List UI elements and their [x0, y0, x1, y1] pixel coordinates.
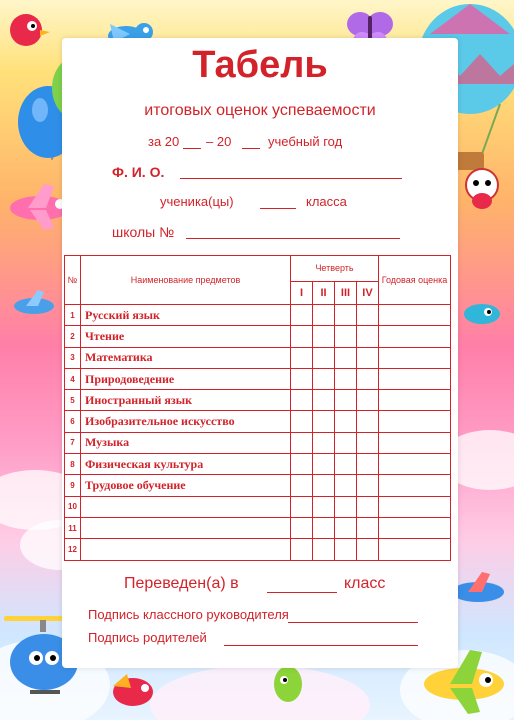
- class-label: класса: [306, 194, 347, 209]
- header-annual: Годовая оценка: [379, 256, 451, 305]
- subject-cell: Математика: [81, 347, 291, 368]
- row-number: 8: [65, 454, 81, 475]
- grade-cell-quarter-3[interactable]: [335, 326, 357, 347]
- year-end-line: [242, 148, 260, 149]
- grade-cell-quarter-4[interactable]: [357, 411, 379, 432]
- grade-cell-annual[interactable]: [379, 347, 451, 368]
- grade-cell-quarter-1[interactable]: [291, 411, 313, 432]
- subject-cell: Трудовое обучение: [81, 475, 291, 496]
- table-row: [65, 539, 451, 560]
- grade-cell-quarter-3[interactable]: [335, 496, 357, 517]
- page-title: Табель: [192, 44, 328, 86]
- grade-cell-quarter-3[interactable]: [335, 411, 357, 432]
- table-row: [65, 390, 451, 411]
- grade-cell-quarter-3[interactable]: [335, 539, 357, 560]
- grade-cell-annual[interactable]: [379, 517, 451, 538]
- promoted-suffix: класс: [344, 575, 386, 592]
- grade-cell-quarter-4[interactable]: [357, 347, 379, 368]
- grade-cell-annual[interactable]: [379, 454, 451, 475]
- row-number: 4: [65, 368, 81, 389]
- subject-cell: Русский язык: [81, 305, 291, 326]
- row-number: 2: [65, 326, 81, 347]
- subject-cell: Изобразительное искусство: [81, 411, 291, 432]
- header-quarter-4: IV: [357, 281, 379, 304]
- fio-label: Ф. И. О.: [112, 164, 165, 180]
- grade-cell-annual[interactable]: [379, 539, 451, 560]
- grade-cell-quarter-3[interactable]: [335, 347, 357, 368]
- row-number: 9: [65, 475, 81, 496]
- grade-cell-quarter-2[interactable]: [313, 305, 335, 326]
- table-row: [65, 347, 451, 368]
- table-row: [65, 454, 451, 475]
- teacher-signature-label: Подпись классного руководителя: [88, 607, 289, 622]
- header-number: №: [65, 256, 81, 305]
- grade-cell-quarter-1[interactable]: [291, 432, 313, 453]
- table-row: [65, 496, 451, 517]
- row-number: 7: [65, 432, 81, 453]
- grade-cell-quarter-4[interactable]: [357, 539, 379, 560]
- grade-cell-annual[interactable]: [379, 496, 451, 517]
- red-bird-bottom-icon: [105, 668, 165, 712]
- grade-cell-quarter-2[interactable]: [313, 368, 335, 389]
- grade-cell-quarter-1[interactable]: [291, 454, 313, 475]
- page-subtitle: итоговых оценок успеваемости: [144, 102, 376, 119]
- grade-cell-quarter-4[interactable]: [357, 326, 379, 347]
- school-line[interactable]: [186, 238, 400, 239]
- year-prefix: за 20: [148, 134, 180, 149]
- grade-cell-quarter-3[interactable]: [335, 475, 357, 496]
- grade-cell-quarter-1[interactable]: [291, 347, 313, 368]
- grade-cell-annual[interactable]: [379, 411, 451, 432]
- subject-cell: Музыка: [81, 432, 291, 453]
- grade-cell-quarter-1[interactable]: [291, 390, 313, 411]
- promoted-prefix: Переведен(а) в: [124, 575, 239, 592]
- grade-cell-quarter-4[interactable]: [357, 454, 379, 475]
- row-number: 1: [65, 305, 81, 326]
- grade-cell-quarter-3[interactable]: [335, 517, 357, 538]
- report-card-sheet: [62, 38, 458, 668]
- grade-cell-quarter-4[interactable]: [357, 432, 379, 453]
- grade-cell-quarter-4[interactable]: [357, 496, 379, 517]
- grade-cell-quarter-1[interactable]: [291, 305, 313, 326]
- grade-cell-quarter-1[interactable]: [291, 517, 313, 538]
- year-suffix: учебный год: [268, 134, 343, 149]
- grade-cell-quarter-4[interactable]: [357, 305, 379, 326]
- header-quarter: Четверть: [291, 256, 379, 282]
- grade-cell-quarter-2[interactable]: [313, 496, 335, 517]
- grade-cell-quarter-2[interactable]: [313, 432, 335, 453]
- green-bird-right-icon: [458, 298, 508, 328]
- grade-cell-quarter-1[interactable]: [291, 475, 313, 496]
- header-subject: Наименование предметов: [81, 256, 291, 305]
- subject-cell: [81, 517, 291, 538]
- grade-cell-annual[interactable]: [379, 305, 451, 326]
- red-bird-icon: [2, 4, 52, 54]
- grade-cell-quarter-2[interactable]: [313, 326, 335, 347]
- header-quarter-2: II: [313, 281, 335, 304]
- grade-cell-quarter-2[interactable]: [313, 454, 335, 475]
- grade-cell-quarter-1[interactable]: [291, 326, 313, 347]
- grade-cell-quarter-3[interactable]: [335, 390, 357, 411]
- school-label: школы №: [112, 224, 175, 240]
- small-plane-left-icon: [8, 288, 58, 324]
- grade-cell-quarter-2[interactable]: [313, 390, 335, 411]
- grades-table: [64, 255, 451, 561]
- table-row: [65, 475, 451, 496]
- grade-cell-quarter-3[interactable]: [335, 368, 357, 389]
- spotted-dog-icon: [462, 165, 502, 215]
- parent-signature-label: Подпись родителей: [88, 630, 207, 645]
- parent-signature-line[interactable]: [224, 645, 418, 646]
- grade-cell-quarter-4[interactable]: [357, 368, 379, 389]
- grade-cell-quarter-3[interactable]: [335, 432, 357, 453]
- subject-cell: Чтение: [81, 326, 291, 347]
- row-number: 6: [65, 411, 81, 432]
- grade-cell-quarter-2[interactable]: [313, 411, 335, 432]
- subject-cell: Физическая культура: [81, 454, 291, 475]
- grade-cell-quarter-2[interactable]: [313, 517, 335, 538]
- grade-cell-quarter-2[interactable]: [313, 475, 335, 496]
- grade-cell-quarter-3[interactable]: [335, 305, 357, 326]
- row-number: 5: [65, 390, 81, 411]
- year-start-line: [183, 148, 201, 149]
- row-number: 10: [65, 496, 81, 517]
- grade-cell-quarter-4[interactable]: [357, 517, 379, 538]
- grade-cell-annual[interactable]: [379, 326, 451, 347]
- table-row: [65, 411, 451, 432]
- row-number: 11: [65, 517, 81, 538]
- grade-cell-annual[interactable]: [379, 390, 451, 411]
- subject-cell: [81, 496, 291, 517]
- table-row: [65, 326, 451, 347]
- fio-line[interactable]: [180, 178, 402, 179]
- grade-cell-quarter-4[interactable]: [357, 475, 379, 496]
- promoted-class-line[interactable]: [267, 592, 337, 593]
- year-dash: – 20: [206, 134, 232, 149]
- grade-cell-quarter-1[interactable]: [291, 496, 313, 517]
- table-row: [65, 305, 451, 326]
- grade-cell-annual[interactable]: [379, 475, 451, 496]
- row-number: 12: [65, 539, 81, 560]
- grade-cell-annual[interactable]: [379, 368, 451, 389]
- grade-cell-quarter-4[interactable]: [357, 390, 379, 411]
- grade-cell-quarter-1[interactable]: [291, 539, 313, 560]
- header-quarter-3: III: [335, 281, 357, 304]
- subject-cell: Природоведение: [81, 368, 291, 389]
- grade-cell-quarter-3[interactable]: [335, 454, 357, 475]
- student-class-line[interactable]: [260, 208, 296, 209]
- subject-cell: [81, 539, 291, 560]
- teacher-signature-line[interactable]: [288, 622, 418, 623]
- grade-cell-quarter-2[interactable]: [313, 347, 335, 368]
- row-number: 3: [65, 347, 81, 368]
- header-quarter-1: I: [291, 281, 313, 304]
- table-row: [65, 432, 451, 453]
- grade-cell-quarter-2[interactable]: [313, 539, 335, 560]
- table-row: [65, 368, 451, 389]
- student-label: ученика(цы): [160, 194, 234, 209]
- grade-cell-annual[interactable]: [379, 432, 451, 453]
- table-row: [65, 517, 451, 538]
- grade-cell-quarter-1[interactable]: [291, 368, 313, 389]
- subject-cell: Иностранный язык: [81, 390, 291, 411]
